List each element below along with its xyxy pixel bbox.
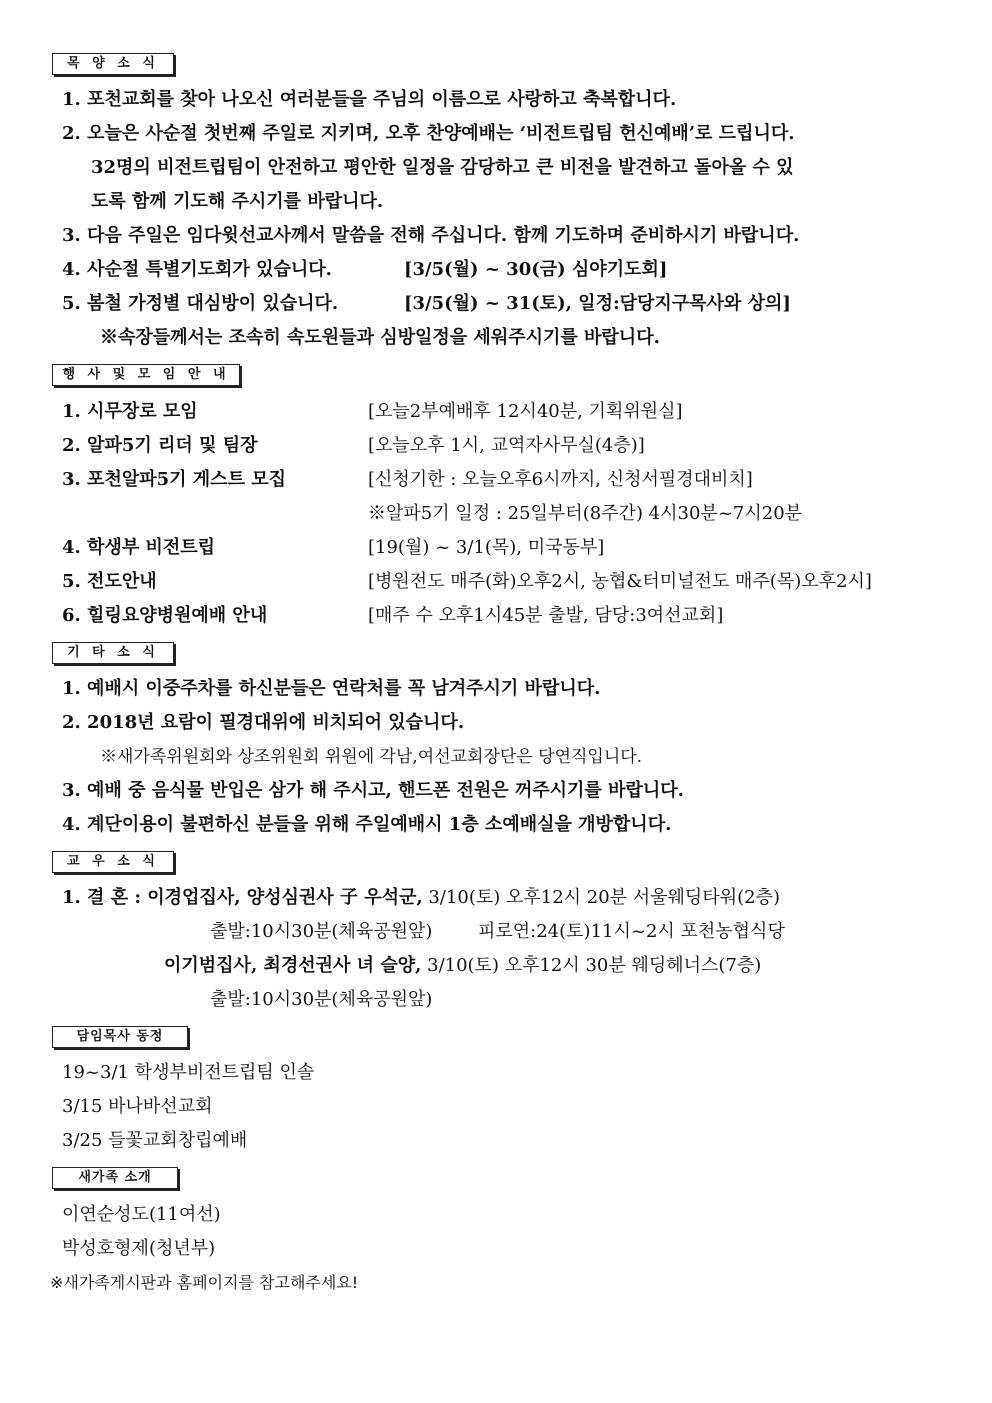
events-header: 행 사 및 모 임 안 내 xyxy=(52,364,240,386)
other-item-4: 4. 계단이용이 불편하신 분들을 위해 주일예배시 1층 소예배실을 개방합니다. xyxy=(62,814,672,835)
pastoral-item-5-detail: [3/5(월) ~ 31(토), 일정:담당지구목사와 상의] xyxy=(404,293,791,314)
other-item-1: 1. 예배시 이중주차를 하신분들은 연락처를 꼭 남겨주시기 바랍니다. xyxy=(62,678,601,699)
other-news-header: 기 타 소 식 xyxy=(52,642,174,664)
wedding-2-names: 이기범집사, 최경선권사 녀 슬양, xyxy=(164,955,422,976)
other-note: ※새가족위원회와 상조위원회 위원에 각남,여선교회장단은 당연직입니다. xyxy=(100,747,643,767)
event-row-4-detail: [19(월) ~ 3/1(목), 미국동부] xyxy=(368,537,605,558)
wedding-1-details: 3/10(토) 오후12시 20분 서울웨딩타워(2층) xyxy=(422,887,780,908)
pastoral-item-2-cont1: 32명의 비전트립팀이 안전하고 평안한 일정을 감당하고 큰 비전을 발견하고 돌아올 수 있 xyxy=(91,157,794,178)
pastoral-item-5: 5. 봄철 가정별 대심방이 있습니다. xyxy=(62,293,339,314)
wedding-2-details: 3/10(토) 오후12시 30분 웨딩헤너스(7층) xyxy=(421,955,762,976)
wedding-2 xyxy=(164,954,761,978)
event-row-3-label: 3. 포천알파5기 게스트 모집 xyxy=(62,469,286,490)
event-row-3-detail: [신청기한 : 오늘오후6시까지, 신청서필경대비치] xyxy=(368,469,753,490)
other-item-3: 3. 예배 중 음식물 반입은 삼가 해 주시고, 핸드폰 전원은 꺼주시기를 바랍니다. xyxy=(62,780,684,801)
members-news-header: 교 우 소 식 xyxy=(52,851,174,873)
event-row-6-label: 6. 힐링요양병원예배 안내 xyxy=(62,605,268,626)
wedding-1 xyxy=(62,886,780,910)
event-row-1-detail: [오늘2부예배후 12시40분, 기획위원실] xyxy=(368,401,683,422)
pastor-item-2: 3/15 바나바선교회 xyxy=(62,1096,213,1117)
event-row-2-detail: [오늘오후 1시, 교역자사무실(4층)] xyxy=(368,435,645,456)
other-item-2: 2. 2018년 요람이 필경대위에 비치되어 있습니다. xyxy=(62,712,465,733)
pastoral-item-4: 4. 사순절 특별기도회가 있습니다. xyxy=(62,259,332,280)
pastoral-item-3: 3. 다음 주일은 임다윗선교사께서 말씀을 전해 주십니다. 함께 기도하며 준비하시기 바랍니다. xyxy=(62,225,800,246)
newcomer-2: 박성호형제(청년부) xyxy=(62,1238,216,1259)
event-row-5-detail: [병원전도 매주(화)오후2시, 농협&터미널전도 매주(목)오후2시] xyxy=(368,571,872,592)
pastoral-note: ※속장들께서는 조속히 속도원들과 심방일정을 세워주시기를 바랍니다. xyxy=(100,327,660,348)
pastoral-item-1: 1. 포천교회를 찾아 나오신 여러분들을 주님의 이름으로 사랑하고 축복합니다. xyxy=(62,89,677,110)
event-row-3-note: ※알파5기 일정 : 25일부터(8주간) 4시30분~7시20분 xyxy=(368,503,803,524)
newcomers-header: 새가족 소개 xyxy=(52,1167,178,1189)
wedding-1-names: 이경업집사, 양성심권사 子 우석군, xyxy=(147,887,423,908)
wedding-1-prefix: 1. 결 혼 : xyxy=(62,887,148,908)
pastoral-item-2: 2. 오늘은 사순절 첫번째 주일로 지키며, 오후 찬양예배는 ‘비전트립팀 헌신예배’로 드립니다. xyxy=(62,123,795,144)
pastoral-news-header: 목 양 소 식 xyxy=(52,53,174,75)
event-row-6-detail: [매주 수 오후1시45분 출발, 담당:3여선교회] xyxy=(368,605,724,626)
wedding-1-departure: 출발:10시30분(체육공원앞) xyxy=(210,921,433,942)
event-row-1-label: 1. 시무장로 모임 xyxy=(62,401,198,422)
pastor-activities-header: 담임목사 동정 xyxy=(52,1026,188,1048)
event-row-4-label: 4. 학생부 비전트립 xyxy=(62,537,216,558)
pastoral-item-4-detail: [3/5(월) ~ 30(금) 심야기도회] xyxy=(404,259,668,280)
pastor-item-3: 3/25 들꽃교회창립예배 xyxy=(62,1130,248,1151)
pastor-item-1: 19~3/1 학생부비전트립팀 인솔 xyxy=(62,1062,315,1083)
newcomer-1: 이연순성도(11여선) xyxy=(62,1204,221,1225)
newcomers-note: ※새가족게시판과 홈페이지를 참고해주세요! xyxy=(50,1273,359,1292)
event-row-2-label: 2. 알파5기 리더 및 팀장 xyxy=(62,435,258,456)
pastoral-item-2-cont2: 도록 함께 기도해 주시기를 바랍니다. xyxy=(91,191,384,212)
event-row-5-label: 5. 전도안내 xyxy=(62,571,157,592)
wedding-1-reception: 피로연:24(토)11시~2시 포천농협식당 xyxy=(478,921,785,942)
wedding-2-departure: 출발:10시30분(체육공원앞) xyxy=(210,989,433,1010)
